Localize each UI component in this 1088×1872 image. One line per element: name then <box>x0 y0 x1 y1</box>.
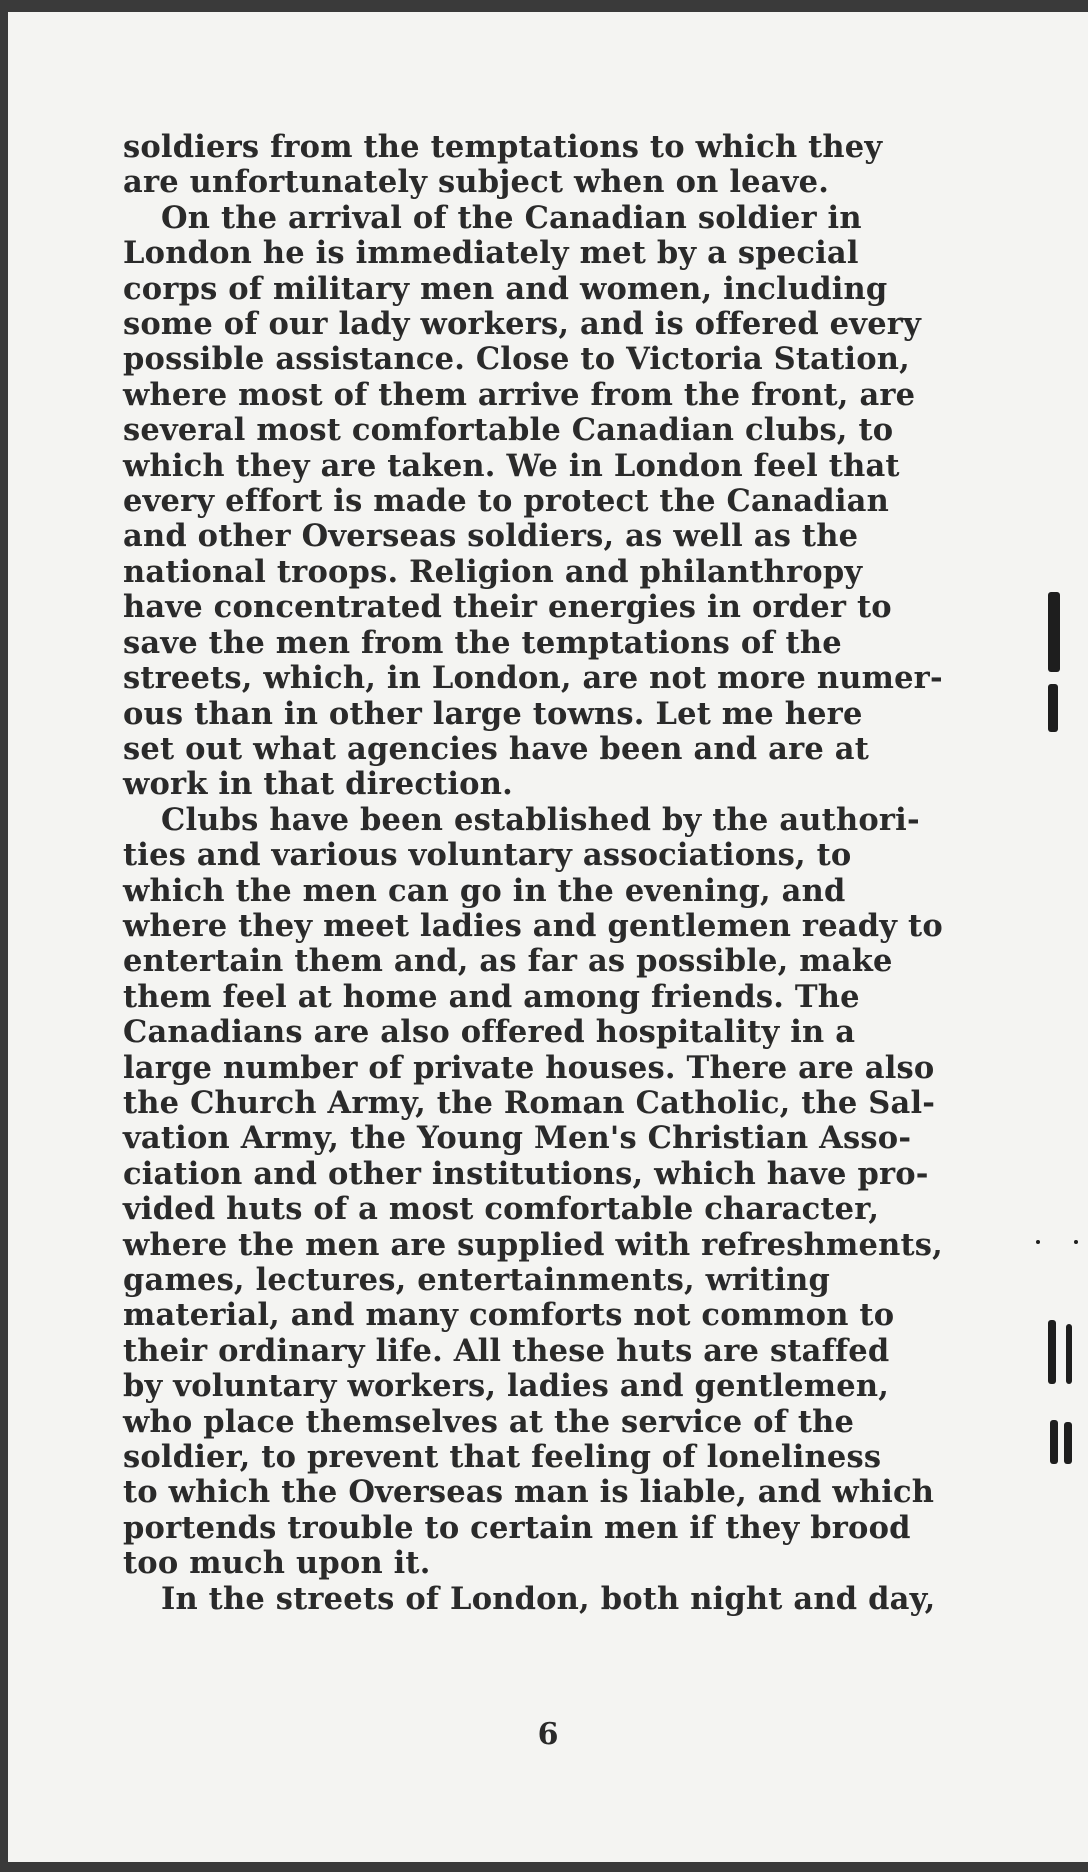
paragraph-arrival-in-london: On the arrival of the Canadian soldier in London he is immediately met by a special corps of military men and women, including some of our lady workers, and is offered every possible assistance. Close to Victoria Station, where most of them arrive from the front, are several most comfortable Canadian clubs, to which they are taken. We in London feel that every effort is made to protect the Canadian and other Overseas soldiers, as well as the national troops. Religion and philanthropy have concentrated their energies in order to save the men from the temptations of the streets, which, in London, are not more numer- ous than in other large towns. Let me here set out what agencies have been and are at work in that direction. <box>123 199 943 803</box>
scan-artifact-mark <box>1050 1420 1058 1464</box>
paragraph-continuation: soldiers from the temptations to which they are unfortunately subject when on leave. <box>123 129 883 201</box>
scan-artifact-dot <box>1036 1240 1040 1244</box>
scan-artifact-mark <box>1048 684 1058 732</box>
page-number: 6 <box>537 1717 559 1752</box>
scan-artifact-dot <box>1074 1240 1078 1244</box>
scan-border-top <box>0 0 1088 12</box>
body-text <box>123 130 973 1617</box>
scan-artifact-mark <box>1066 1324 1072 1384</box>
scan-border-left <box>0 0 8 1872</box>
scan-artifact-mark <box>1048 592 1060 672</box>
book-page <box>8 12 1088 1862</box>
scan-artifact-mark <box>1064 1422 1072 1464</box>
paragraph-clubs: Clubs have been established by the authori- ties and various voluntary associations, to which the men can go in the evening, and where they meet ladies and gentlemen ready to entertain them and, as far as possible, make them feel at home and among friends. The Canadians are also offered hospitality in a large number of private houses. There are also the Church Army, the Roman Catholic, the Sal- vation Army, the Young Men's Christian Asso- ciation and other institutions, which have pro- vided huts of a most comfortable character, where the men are supplied with refreshments, games, lectures, entertainments, writing material, and many comforts not common to their ordinary life. All these huts are staffed by voluntary workers, ladies and gentlemen, who place themselves at the service of the soldier, to prevent that feeling of loneliness to which the Overseas man is liable, and which portends trouble to certain men if they brood too much upon it. <box>123 801 943 1582</box>
scan-border-bottom <box>0 1862 1088 1872</box>
paragraph-streets-of-london: In the streets of London, both night and day, <box>161 1580 936 1617</box>
scan-artifact-mark <box>1048 1320 1056 1384</box>
